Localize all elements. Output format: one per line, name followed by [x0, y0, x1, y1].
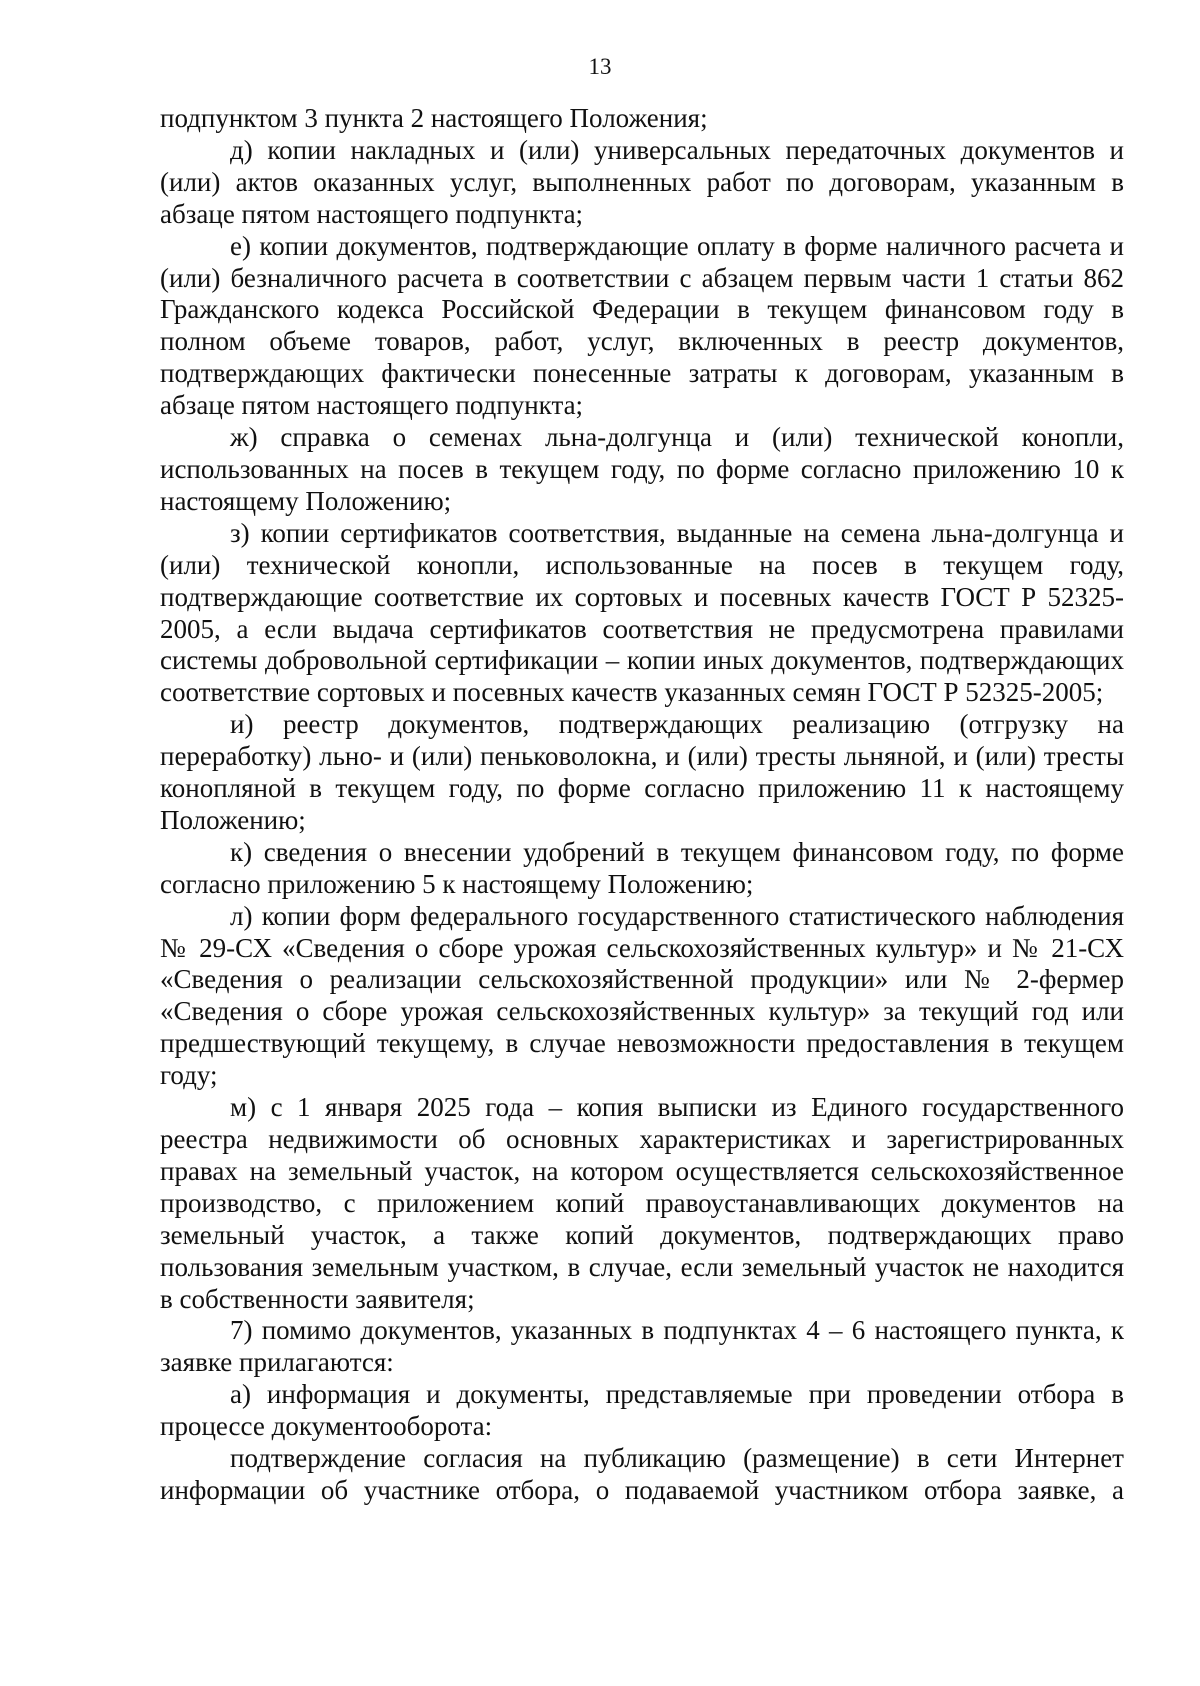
paragraph-item-l: л) копии форм федерального государственного статистического наблюдения № 29-СХ «Сведения о сборе урожая сельскохозяйственных культур» и № 21-СХ «Сведения о реализации сельскохозяйственной продукции» или № 2-фермер «Сведения о сборе урожая сельскохозяйственных культур» за текущий год или предшествующий текущему, в случае невозможности предоставления в текущем году; — [160, 900, 1124, 1091]
paragraph-continuation: подпунктом 3 пункта 2 настоящего Положения; — [160, 103, 708, 133]
paragraph-item-e: е) копии документов, подтверждающие оплату в форме наличного расчета и (или) безналичного расчета в соответствии с абзацем первым части 1 статьи 862 Гражданского кодекса Российской Федерации в текущем финансовом году в полном объеме товаров, работ, услуг, включенных в реестр документов, подтверждающих фактически понесенные затраты к договорам, указанным в абзаце пятом настоящего подпункта; — [160, 230, 1124, 421]
paragraph-item-m: м) с 1 января 2025 года – копия выписки из Единого государственного реестра недвижимости об основных характеристиках и зарегистрированных правах на земельный участок, на котором осуществляется сельскохозяйственное производство, с приложением копий правоустанавливающих документов на земельный участок, а также копий документов, подтверждающих право пользования земельным участком, в случае, если земельный участок не находится в собственности заявителя; — [160, 1092, 1124, 1314]
paragraph-item-a: а) информация и документы, представляемые при проведении отбора в процессе документооборота: — [160, 1379, 1124, 1442]
paragraph-item-z: з) копии сертификатов соответствия, выданные на семена льна-долгунца и (или) технической конопли, использованные на посев в текущем году, подтверждающие соответствие их сортовых и посевных качеств ГОСТ Р 52325-2005, а если выдача сертификатов соответствия не предусмотрена правилами системы добровольной сертификации – копии иных документов, подтверждающих соответствие сортовых и посевных качеств указанных семян ГОСТ Р 52325-2005; — [160, 517, 1124, 708]
page-number: 13 — [588, 54, 612, 79]
paragraph-item-k: к) сведения о внесении удобрений в текущем финансовом году, по форме согласно приложению 5 к настоящему Положению; — [160, 836, 1124, 899]
paragraph-item-d: д) копии накладных и (или) универсальных передаточных документов и (или) актов оказанных услуг, выполненных работ по договорам, указанным в абзаце пятом настоящего подпункта; — [160, 134, 1124, 229]
paragraph-item-i: и) реестр документов, подтверждающих реализацию (отгрузку на переработку) льно- и (или) пеньковолокна, и (или) тресты льняной, и (или) тресты конопляной в текущем году, по форме согласно приложению 11 к настоящему Положению; — [160, 709, 1124, 835]
paragraph-item-zh: ж) справка о семенах льна-долгунца и (или) технической конопли, использованных на посев в текущем году, по форме согласно приложению 10 к настоящему Положению; — [160, 422, 1124, 516]
document-body — [160, 103, 1124, 1507]
paragraph-consent: подтверждение согласия на публикацию (размещение) в сети Интернет информации об участнике отбора, о подаваемой участником отбора заявке, а — [160, 1443, 1124, 1505]
paragraph-subpoint-7: 7) помимо документов, указанных в подпунктах 4 – 6 настоящего пункта, к заявке прилагаются: — [160, 1315, 1124, 1378]
